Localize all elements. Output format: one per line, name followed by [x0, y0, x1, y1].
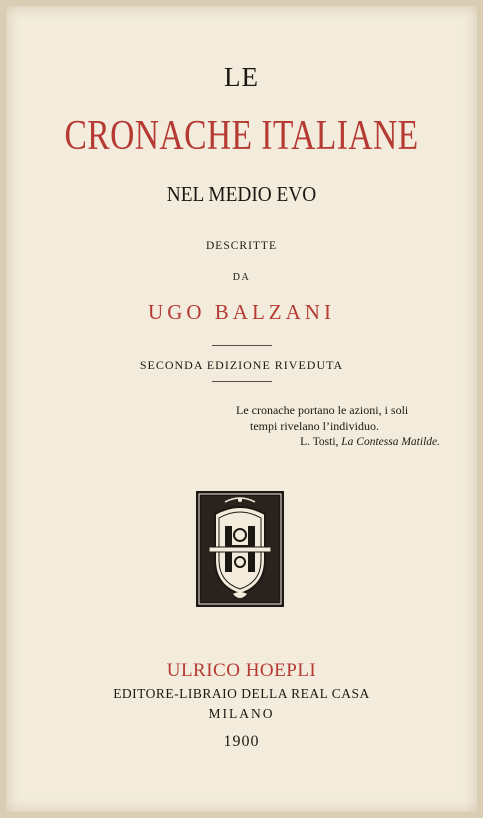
attribution-name: L. Tosti,: [300, 436, 339, 448]
edition-label: SECONDA EDIZIONE RIVEDUTA: [139, 358, 344, 372]
epigraph: [236, 402, 446, 450]
publication-year: 1900: [223, 733, 260, 750]
title-article: LE: [224, 62, 259, 92]
da-label: DA: [232, 272, 251, 283]
author-name: UGO BALZANI: [148, 300, 335, 324]
descritte-label: DESCRITTE: [206, 240, 277, 252]
publisher-title: EDITORE-LIBRAIO DELLA REAL CASA: [113, 686, 370, 701]
epigraph-line-1: Le cronache portano le azioni, i soli: [236, 403, 409, 417]
edition-rule-bottom: [212, 381, 272, 382]
book-subtitle: NEL MEDIO EVO: [166, 182, 317, 206]
epigraph-line-2: tempi rivelano l’individuo.: [250, 419, 379, 433]
edition-rule-top: [212, 345, 272, 346]
epigraph-attribution: [236, 434, 446, 450]
publication-city: MILANO: [208, 706, 275, 721]
attribution-work: La Contessa Matilde.: [341, 436, 440, 448]
book-title: CRONACHE ITALIANE: [64, 113, 419, 159]
publisher-name: ULRICO HOEPLI: [166, 660, 317, 681]
publisher-emblem-icon: [195, 490, 285, 608]
